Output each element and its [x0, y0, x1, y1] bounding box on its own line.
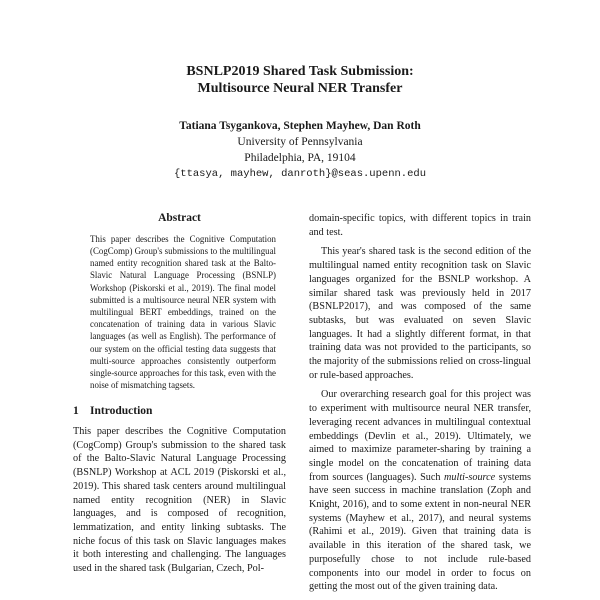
- section-title: Introduction: [90, 405, 153, 418]
- para3-text-a: Our overarching research goal for this project was to experiment with multisource neural NER transfer, leveraging recent advances in multilingual contextual embeddings (Devlin et al., 2019). Ultimately, we aimed to maximize parameter-sharing by training a single model on the concatenation of training data from sources (languages). Such: [309, 389, 531, 483]
- title-line-1: BSNLP2019 Shared Task Submission:: [186, 64, 414, 79]
- author-block: [0, 118, 600, 182]
- title-line-2: Multisource Neural NER Transfer: [197, 81, 403, 96]
- author-names: Tatiana Tsygankova, Stephen Mayhew, Dan Roth: [179, 120, 421, 132]
- paper-title: [0, 63, 600, 97]
- section-number: 1: [73, 405, 79, 418]
- author-affiliation: University of Pennsylvania: [237, 136, 363, 148]
- intro-paragraph-1: This paper describes the Cognitive Computation (CogComp) Group's submission to the shared task of the Balto-Slavic Natural Language Processing (BSNLP) Workshop at ACL 2019 (Piskorski et al., 2019). This shared task centers around multilingual named entity recognition (NER) in Slavic languages, and is composed of recognition, lemmatization, and entity linking subtasks. The niche focus of this task on Slavic languages makes it both interesting and challenging. The languages used in the shared task (Bulgarian, Czech, Pol-: [73, 426, 286, 575]
- author-email: {ttasya, mayhew, danroth}@seas.upenn.edu: [173, 168, 427, 180]
- right-column: [309, 212, 531, 594]
- para3-text-b: systems have seen success in machine translation (Zoph and Knight, 2016), and to some extent in non-neural NER systems (Mayhew et al., 2017), and neural systems (Rahimi et al., 2019). Given that training data is available in this iteration of the shared task, we purposefully chose to not include rule-based components into our model in order to focus on getting the most out of the given training data.: [309, 471, 531, 593]
- author-address: Philadelphia, PA, 19104: [244, 152, 356, 164]
- intro-paragraph-2: This year's shared task is the second edition of the multilingual named entity recognition task on Slavic languages organized for the BSNLP workshop. A similar shared task was previously held in 2017 (BSNLP2017), and was composed of the same subtasks, but was evaluated on seven Slavic languages. It had a slightly different format, in that training data was not provided to the participants, so the majority of the submissions relied on cross-lingual or rule-based approaches.: [309, 246, 531, 381]
- section-heading-introduction: [73, 405, 286, 419]
- continued-paragraph: domain-specific topics, with different topics in train and test.: [309, 213, 531, 238]
- abstract-text: This paper describes the Cognitive Computation (CogComp) Group's submissions to the multilingual named entity recognition shared task at the Balto-Slavic Natural Language Processing (BSNLP) Workshop (Piskorski et al., 2019). The final model submitted is a multisource neural NER system with multilingual BERT embeddings, trained on the concatenation of training data in various Slavic languages (as well as English). The performance of our system on the official testing data suggests that multi-source approaches consistently outperform single-source approaches for this task, even with the noise of mismatching tagsets.: [90, 233, 276, 391]
- para3-emphasis: multi-source: [444, 471, 496, 483]
- intro-paragraph-3: [309, 388, 531, 594]
- left-column: [73, 212, 286, 576]
- abstract-heading: Abstract: [158, 212, 201, 224]
